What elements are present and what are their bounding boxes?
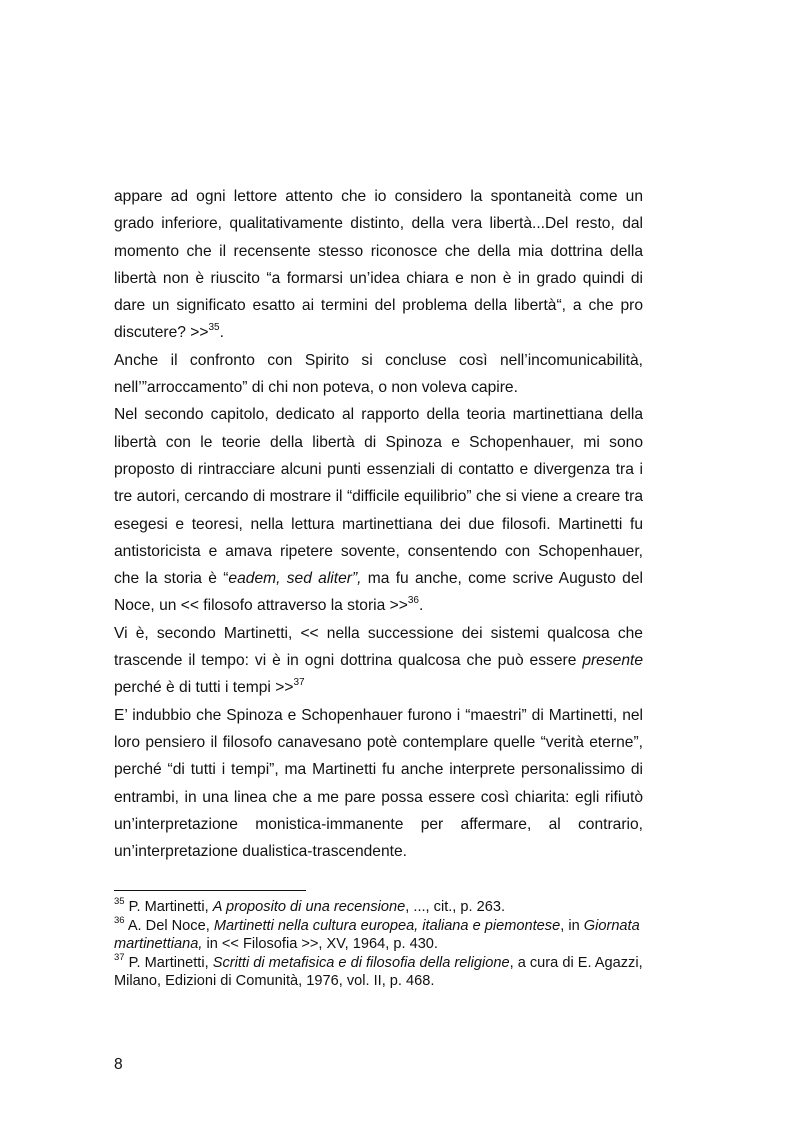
italic-text: Scritti di metafisica e di filosofia della religione (212, 954, 510, 971)
footnote (114, 898, 643, 917)
text-run: ma fu anche, come scrive Augusto del Noce, un << filosofo attraverso la storia >> (114, 570, 643, 615)
paragraph (114, 401, 643, 619)
text-run: . (418, 597, 424, 615)
footnote (114, 951, 643, 991)
italic-text: Martinetti nella cultura europea, italiana e piemontese (213, 917, 561, 934)
text-run: appare ad ogni lettore attento che io considero la spontaneità come un grado inferiore, qualitativamente distinto, della vera libertà...Del resto, dal momento che il recensente stesso riconosce che della mia dottrina della libertà non è riuscito “a formarsi un’idea chiara e non è in grado quindi di dare un significato esatto ai termini del problema della libertà“, a che pro discutere? >> (114, 188, 643, 342)
page-number: 8 (114, 1056, 123, 1073)
paragraph (114, 620, 643, 702)
footnotes (114, 898, 643, 991)
text-run: , in (560, 917, 584, 934)
body-text (114, 183, 643, 865)
footnote-reference: 36 (407, 595, 419, 607)
text-run: P. Martinetti, (124, 954, 213, 971)
footnote-reference: 37 (114, 951, 125, 963)
text-run: , ..., cit., p. 263. (405, 899, 506, 915)
text-run: Nel secondo capitolo, dedicato al rapporto della teoria martinettiana della libertà con le teorie della libertà di Spinoza e Schopenhauer, mi sono proposto di rintracciare alcuni punti essenziali di contatto e divergenza tra i tre autori, cercando di mostrare il “difficile equilibrio” che si viene a creare tra esegesi e teoresi, nella lettura martinettiana dei due filosofi. Martinetti fu antistoricista e amava ripetere sovente, consentendo con Schopenhauer, che la storia è “ (114, 406, 643, 588)
italic-text: eadem, sed aliter”, (228, 570, 362, 588)
paragraph (114, 702, 643, 866)
footnote-reference: 35 (114, 896, 125, 908)
text-run: Vi è, secondo Martinetti, << nella successione dei sistemi qualcosa che trascende il tempo: vi è in ogni dottrina qualcosa che può essere (114, 624, 643, 670)
footnote (114, 914, 643, 954)
text-run: P. Martinetti, (124, 899, 213, 915)
footnote-reference: 35 (208, 322, 220, 334)
text-run: in << Filosofia >>, XV, 1964, p. 430. (202, 936, 438, 953)
footnote-reference: 37 (293, 677, 305, 689)
text-run: , a cura di E. Agazzi, Milano, Edizioni di Comunità, 1976, vol. II, p. 468. (114, 954, 643, 990)
paragraph (114, 347, 643, 402)
italic-text: A proposito di una recensione (212, 899, 406, 915)
text-run: . (219, 324, 224, 342)
paragraph (114, 183, 643, 347)
footnote-reference: 36 (114, 914, 125, 926)
footnote-separator (114, 890, 306, 891)
italic-text: presente (582, 652, 643, 670)
text-run: Anche il confronto con Spirito si concluse così nell’incomunicabilità, nell’”arroccamento” di chi non poteva, o non voleva capire. (114, 351, 643, 397)
text-run: perché è di tutti i tempi >> (114, 679, 294, 697)
text-run: E’ indubbio che Spinoza e Schopenhauer furono i “maestri” di Martinetti, nel loro pensiero il filosofo canavesano potè contemplare quelle “verità eterne”, perché “di tutti i tempi”, ma Martinetti fu anche interprete personalissimo di entrambi, in una linea che a me pare possa essere così chiarita: egli rifiutò un’interpretazione monistica-immanente per affermare, al contrario, un’interpretazione dualistica-trascendente. (114, 706, 643, 861)
text-run: A. Del Noce, (124, 917, 214, 934)
italic-text: Giornata martinettiana, (114, 917, 640, 953)
